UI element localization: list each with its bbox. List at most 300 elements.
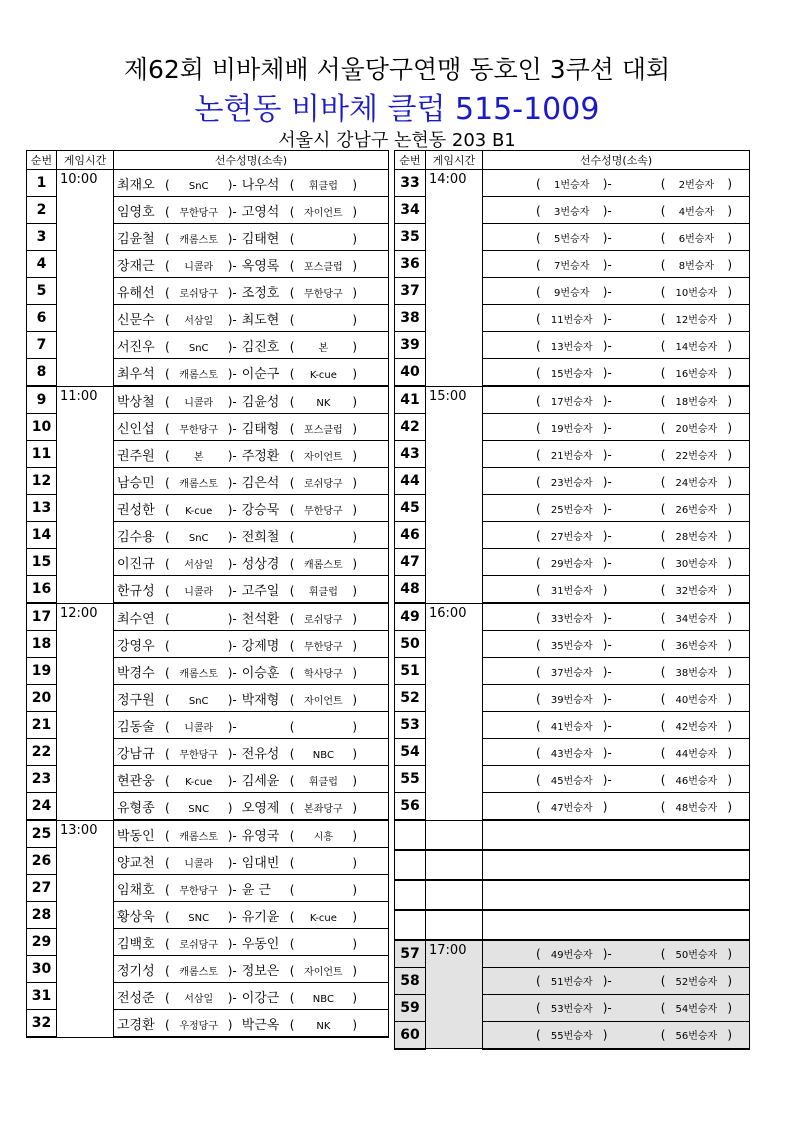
match-players: [483, 685, 750, 712]
game-time: 17:00: [426, 940, 483, 1049]
separator: )-: [227, 882, 237, 897]
winner-ref-b: 50번승자: [675, 950, 718, 961]
winner-ref-b: 26번승자: [675, 504, 718, 516]
paren: (: [660, 772, 666, 787]
match-players: [114, 739, 389, 766]
paren: ): [352, 529, 358, 544]
winner-ref-b: 44번승자: [675, 748, 718, 760]
separator: )-: [602, 610, 612, 625]
paren: ): [352, 502, 358, 517]
separator: )-: [227, 258, 237, 273]
paren: (: [289, 746, 295, 761]
player2-club: NBC: [312, 993, 334, 1005]
match-number: 52: [395, 685, 426, 712]
paren: (: [660, 420, 666, 435]
paren: ): [352, 448, 358, 463]
separator: )-: [227, 339, 237, 354]
paren: (: [536, 947, 541, 961]
paren: (: [289, 719, 295, 734]
player1-name: 박동인: [117, 828, 155, 844]
paren: (: [660, 338, 666, 353]
paren: (: [289, 394, 295, 409]
paren: (: [165, 1017, 170, 1032]
paren: (: [165, 529, 170, 544]
paren: (: [536, 257, 541, 272]
player1-club: 서삼일: [184, 559, 214, 571]
winner-ref-b: 56번승자: [675, 1031, 718, 1042]
winner-ref-b: 12번승자: [675, 314, 718, 326]
paren: (: [660, 1028, 666, 1042]
paren: (: [165, 963, 170, 978]
match-players: [114, 658, 389, 685]
paren: ): [352, 475, 358, 490]
match-players: [483, 631, 750, 658]
winner-ref-a: 13번승자: [550, 341, 593, 353]
paren: (: [660, 257, 666, 272]
winner-ref-a: 39번승자: [550, 694, 593, 706]
winner-ref-b: 52번승자: [675, 977, 718, 988]
paren: (: [289, 366, 295, 381]
table-row: [395, 170, 750, 197]
separator: )-: [602, 1001, 612, 1015]
paren: (: [289, 1017, 295, 1032]
separator: )-: [602, 528, 612, 543]
winner-ref-a: 37번승자: [550, 667, 593, 679]
paren: (: [289, 963, 295, 978]
match-number: 41: [395, 386, 426, 414]
winner-ref-a: 17번승자: [550, 396, 593, 408]
paren: ): [352, 421, 358, 436]
winner-ref-b: 14번승자: [675, 341, 718, 353]
paren: ): [727, 664, 733, 679]
match-players: [483, 910, 750, 940]
player2-name: 최도현: [241, 312, 280, 328]
winner-ref-a: 9번승자: [554, 287, 590, 299]
match-players: [114, 305, 389, 332]
paren: (: [165, 204, 170, 219]
winner-ref-a: 1번승자: [554, 179, 590, 191]
match-players: [114, 468, 389, 495]
player2-name: 김진호: [241, 339, 280, 355]
paren: (: [536, 528, 541, 543]
winner-ref-b: 42번승자: [675, 721, 718, 733]
paren: (: [289, 556, 295, 571]
separator: )-: [602, 745, 612, 760]
separator: )-: [602, 974, 612, 988]
match-number: 46: [395, 522, 426, 549]
paren: ): [727, 474, 733, 489]
separator: )-: [602, 637, 612, 652]
player1-club: 니콜라: [184, 858, 214, 870]
paren: (: [289, 258, 295, 273]
paren: ): [352, 909, 358, 924]
match-players: [483, 197, 750, 224]
player2-club: NK: [316, 1020, 331, 1032]
paren: (: [289, 421, 295, 436]
player2-name: 전유성: [241, 746, 280, 762]
paren: ): [352, 394, 358, 409]
match-players: [114, 685, 389, 712]
paren: (: [536, 691, 541, 706]
winner-ref-b: 22번승자: [675, 450, 718, 462]
paren: ): [352, 1017, 358, 1032]
paren: (: [536, 974, 541, 988]
match-players: [483, 414, 750, 441]
player2-name: 김윤성: [241, 394, 280, 410]
paren: (: [165, 855, 170, 870]
paren: ): [352, 285, 358, 300]
paren: (: [660, 718, 666, 733]
winner-ref-b: 46번승자: [675, 775, 718, 787]
separator: )-: [602, 772, 612, 787]
separator: )-: [227, 773, 237, 788]
game-time: 13:00: [57, 820, 114, 1037]
paren: (: [165, 828, 170, 843]
player1-club: K-cue: [185, 505, 213, 517]
match-number: 7: [27, 332, 57, 359]
player2-club: NK: [316, 397, 331, 409]
player2-name: 고영석: [241, 204, 280, 220]
match-number: 12: [27, 468, 57, 495]
separator: )-: [227, 746, 237, 761]
paren: ): [727, 555, 733, 570]
player1-name: 남승민: [117, 475, 155, 491]
match-players: [483, 766, 750, 793]
paren: (: [660, 501, 666, 516]
paren: (: [536, 718, 541, 733]
paren: ): [727, 257, 733, 272]
match-players: [483, 940, 750, 968]
winner-ref-a: 25번승자: [550, 504, 593, 516]
winner-ref-b: 20번승자: [675, 423, 718, 435]
separator: )-: [602, 338, 612, 353]
paren: (: [660, 284, 666, 299]
paren: (: [660, 664, 666, 679]
paren: (: [165, 800, 170, 815]
match-number: 59: [395, 994, 426, 1021]
match-number: 33: [395, 170, 426, 197]
match-players: [114, 359, 389, 387]
paren: (: [289, 448, 295, 463]
match-number: 43: [395, 441, 426, 468]
player1-name: 김동술: [117, 719, 155, 735]
winner-ref-a: 53번승자: [550, 1004, 593, 1015]
match-players: [114, 875, 389, 902]
match-number: 6: [27, 305, 57, 332]
paren: (: [536, 745, 541, 760]
player1-club: 본: [193, 451, 204, 463]
separator: )-: [602, 691, 612, 706]
player1-club: 로쉬당구: [179, 288, 218, 300]
paren: (: [536, 203, 541, 218]
paren: ): [352, 177, 358, 192]
player2-club: 로쉬당구: [304, 614, 343, 626]
paren: (: [660, 447, 666, 462]
player1-club: 캐롬스토: [179, 966, 218, 978]
player1-club: 캐롬스토: [179, 668, 218, 680]
player1-club: 무한당구: [179, 749, 218, 761]
player2-club: 본좌당구: [304, 803, 343, 815]
separator: )-: [602, 947, 612, 961]
match-number: 4: [27, 251, 57, 278]
player2-club: 무한당구: [304, 641, 343, 653]
player2-name: 우동인: [241, 936, 280, 952]
player2-name: 오영제: [241, 800, 280, 816]
winner-ref-a: 23번승자: [550, 477, 593, 489]
paren: ): [352, 990, 358, 1005]
paren: (: [289, 800, 295, 815]
player1-club: 니콜라: [184, 261, 214, 273]
separator: )-: [227, 990, 237, 1005]
match-number: 9: [27, 386, 57, 414]
game-time: 14:00: [426, 170, 483, 387]
player1-club: SnC: [188, 695, 209, 707]
separator: )-: [227, 394, 237, 409]
paren: ): [352, 231, 358, 246]
player1-club: 니콜라: [184, 397, 214, 409]
player2-club: K-cue: [309, 912, 337, 924]
player1-name: 최우석: [117, 366, 155, 382]
tournament-title: 제62회 비바체배 서울당구연맹 동호인 3쿠션 대회: [123, 55, 671, 84]
paren: ): [727, 610, 733, 625]
match-players: [483, 522, 750, 549]
match-players: [483, 739, 750, 766]
paren: ): [727, 974, 733, 988]
paren: (: [289, 312, 295, 327]
match-players: [114, 386, 389, 414]
match-number: 51: [395, 658, 426, 685]
paren: (: [289, 204, 295, 219]
paren: ): [727, 284, 733, 299]
player1-name: 서진우: [117, 339, 155, 355]
paren: (: [536, 1028, 541, 1042]
game-time: 10:00: [57, 170, 114, 387]
player1-name: 김윤철: [117, 231, 155, 247]
paren: (: [165, 502, 170, 517]
player2-club: 휘클럽: [308, 180, 338, 192]
player1-name: 정기성: [117, 963, 155, 979]
player1-club: SnC: [188, 532, 209, 544]
match-players: [483, 820, 750, 850]
paren: (: [165, 394, 170, 409]
player1-club: 캐롬스토: [179, 234, 218, 246]
match-number: 20: [27, 685, 57, 712]
player1-name: 황상욱: [117, 909, 155, 925]
paren: (: [660, 176, 666, 191]
paren: (: [660, 974, 666, 988]
match-players: [483, 251, 750, 278]
player1-club: SNC: [188, 803, 210, 815]
match-players: [114, 495, 389, 522]
game-time: [426, 820, 483, 850]
match-number: 5: [27, 278, 57, 305]
paren: (: [660, 745, 666, 760]
winner-ref-a: 35번승자: [550, 640, 593, 652]
paren: ): [727, 420, 733, 435]
player1-club: 캐롬스토: [179, 369, 218, 381]
table-row: [395, 820, 750, 850]
paren: (: [165, 665, 170, 680]
paren: ): [727, 947, 733, 961]
winner-ref-a: 33번승자: [550, 613, 593, 625]
paren: (: [536, 393, 541, 408]
paren: ): [727, 718, 733, 733]
player2-name: 성상경: [241, 556, 280, 572]
match-players: [114, 766, 389, 793]
match-number: 42: [395, 414, 426, 441]
winner-ref-b: 48번승자: [675, 802, 718, 814]
player1-name: 김백호: [117, 936, 155, 952]
separator: )-: [602, 718, 612, 733]
paren: (: [165, 231, 170, 246]
match-number: 47: [395, 549, 426, 576]
player2-name: 윤 근: [241, 882, 271, 898]
match-number: 37: [395, 278, 426, 305]
paren: (: [289, 529, 295, 544]
player1-name: 임영호: [117, 204, 155, 220]
paren: (: [289, 990, 295, 1005]
paren: ): [727, 1001, 733, 1015]
separator: )-: [227, 665, 237, 680]
paren: (: [660, 947, 666, 961]
match-number: 23: [27, 766, 57, 793]
paren: ): [352, 828, 358, 843]
separator: ): [227, 800, 233, 815]
match-players: [483, 441, 750, 468]
winner-ref-b: 36번승자: [675, 640, 718, 652]
match-number: [395, 880, 426, 910]
paren: (: [165, 882, 170, 897]
match-number: 57: [395, 940, 426, 968]
player2-name: 유기윤: [241, 909, 280, 925]
winner-ref-a: 7번승자: [554, 260, 590, 272]
separator: )-: [227, 583, 237, 598]
match-number: 11: [27, 441, 57, 468]
paren: ): [727, 230, 733, 245]
separator: )-: [602, 230, 612, 245]
player1-club: 로쉬당구: [179, 939, 218, 951]
paren: (: [536, 799, 541, 814]
separator: )-: [602, 257, 612, 272]
paren: (: [165, 611, 170, 626]
paren: ): [352, 936, 358, 951]
match-number: 18: [27, 631, 57, 658]
table-row: [395, 850, 750, 880]
separator: )-: [602, 284, 612, 299]
match-players: [483, 658, 750, 685]
match-players: [483, 359, 750, 387]
paren: (: [165, 339, 170, 354]
separator: )-: [227, 204, 237, 219]
paren: (: [165, 719, 170, 734]
paren: ): [352, 882, 358, 897]
separator: ): [602, 582, 608, 597]
player1-name: 현관웅: [117, 773, 155, 789]
separator: )-: [227, 448, 237, 463]
separator: )-: [227, 421, 237, 436]
separator: )-: [227, 529, 237, 544]
match-players: [114, 848, 389, 875]
match-players: [483, 712, 750, 739]
player1-name: 고경환: [117, 1017, 155, 1033]
match-number: 58: [395, 967, 426, 994]
match-number: 38: [395, 305, 426, 332]
player1-club: 무한당구: [179, 207, 218, 219]
paren: (: [165, 285, 170, 300]
match-number: 27: [27, 875, 57, 902]
match-number: 34: [395, 197, 426, 224]
match-players: [114, 956, 389, 983]
separator: )-: [227, 828, 237, 843]
paren: (: [289, 285, 295, 300]
match-players: [114, 414, 389, 441]
winner-ref-a: 49번승자: [550, 950, 593, 961]
separator: )-: [602, 365, 612, 380]
match-number: 17: [27, 603, 57, 631]
paren: (: [289, 909, 295, 924]
separator: )-: [602, 176, 612, 191]
table-row: [395, 910, 750, 940]
winner-ref-a: 31번승자: [550, 585, 593, 597]
player2-club: K-cue: [309, 369, 337, 381]
winner-ref-a: 45번승자: [550, 775, 593, 787]
match-number: 25: [27, 820, 57, 848]
game-time: 11:00: [57, 386, 114, 603]
paren: ): [727, 176, 733, 191]
paren: ): [352, 312, 358, 327]
match-players: [114, 712, 389, 739]
winner-ref-b: 40번승자: [675, 694, 718, 706]
player1-club: K-cue: [185, 776, 213, 788]
match-players: [483, 305, 750, 332]
player1-name: 전성준: [117, 990, 155, 1006]
match-players: [483, 170, 750, 197]
paren: ): [352, 583, 358, 598]
paren: (: [165, 312, 170, 327]
paren: (: [536, 338, 541, 353]
player1-club: SnC: [188, 342, 209, 354]
player1-name: 김수용: [117, 529, 155, 545]
paren: (: [165, 556, 170, 571]
separator: )-: [602, 203, 612, 218]
match-players: [483, 603, 750, 631]
separator: )-: [227, 177, 237, 192]
player1-name: 유형종: [117, 800, 155, 816]
separator: )-: [602, 474, 612, 489]
player2-name: 전희철: [241, 529, 280, 545]
paren: (: [289, 502, 295, 517]
paren: (: [536, 637, 541, 652]
match-players: [114, 820, 389, 848]
paren: ): [352, 800, 358, 815]
match-players: [114, 441, 389, 468]
paren: (: [536, 664, 541, 679]
paren: ): [352, 692, 358, 707]
col-header-time: 게임시간: [57, 151, 114, 170]
player2-name: 강승묵: [241, 502, 280, 518]
paren: ): [352, 204, 358, 219]
match-players: [483, 1021, 750, 1049]
separator: ): [602, 799, 608, 814]
paren: ): [727, 745, 733, 760]
paren: (: [536, 284, 541, 299]
player1-club: 서삼일: [184, 315, 214, 327]
paren: (: [536, 582, 541, 597]
paren: (: [165, 692, 170, 707]
table-row: [395, 603, 750, 631]
paren: (: [289, 692, 295, 707]
schedule-table-left: [26, 150, 389, 1038]
